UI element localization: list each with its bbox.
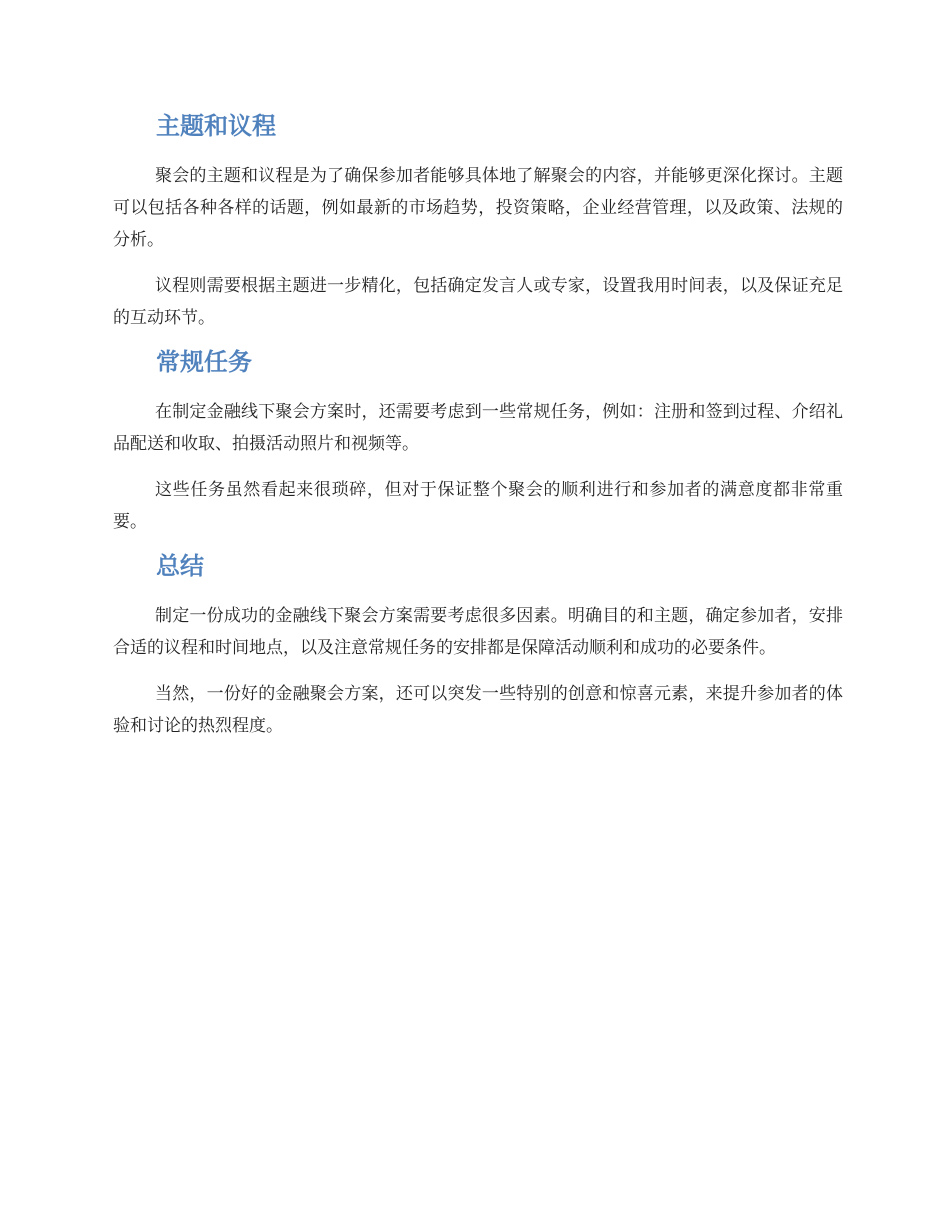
- paragraph-topic-agenda-2: 议程则需要根据主题进一步精化，包括确定发言人或专家，设置我用时间表，以及保证充足的互动环节。: [113, 276, 843, 328]
- document-content: [113, 108, 843, 742]
- section-title-summary: 总结: [156, 552, 204, 580]
- paragraph-routine-tasks-1: 在制定金融线下聚会方案时，还需要考虑到一些常规任务，例如：注册和签到过程、介绍礼品配送和收取、拍摄活动照片和视频等。: [113, 402, 843, 454]
- paragraph-summary-2: 当然，一份好的金融聚会方案，还可以突发一些特别的创意和惊喜元素，来提升参加者的体验和讨论的热烈程度。: [113, 684, 843, 736]
- paragraph-routine-tasks-2: 这些任务虽然看起来很琐碎，但对于保证整个聚会的顺利进行和参加者的满意度都非常重要。: [113, 480, 843, 532]
- section-title-topic-agenda: 主题和议程: [156, 112, 276, 140]
- section-title-routine-tasks: 常规任务: [156, 348, 252, 376]
- paragraph-summary-1: 制定一份成功的金融线下聚会方案需要考虑很多因素。明确目的和主题，确定参加者，安排合适的议程和时间地点，以及注意常规任务的安排都是保障活动顺利和成功的必要条件。: [113, 606, 843, 658]
- paragraph-topic-agenda-1: 聚会的主题和议程是为了确保参加者能够具体地了解聚会的内容，并能够更深化探讨。主题可以包括各种各样的话题，例如最新的市场趋势，投资策略，企业经营管理，以及政策、法规的分析。: [113, 166, 843, 250]
